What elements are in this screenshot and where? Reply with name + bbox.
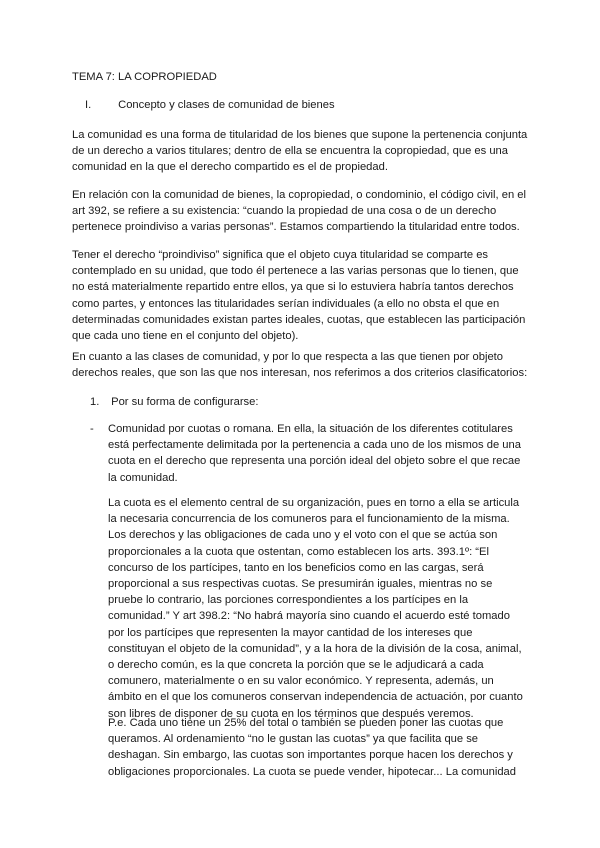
bullet-marker: - [90,423,94,435]
numbered-list-item [90,394,258,410]
paragraph: En relación con la comunidad de bienes, la copropiedad, o condominio, el código civil, en el art 392, se refiere a su existencia: “cuando la propiedad de una cosa o de un derecho pertenece proindiviso a varias personas”. Estamos compartiendo la titularidad entre todos. [72,189,527,234]
bullet-text: Comunidad por cuotas o romana. En ella, la situación de los diferentes cotitulares está perfectamente delimitada por la pertenencia a cada uno de los mismos de una cuota en el derecho que representa una porción ideal del objeto sobre el que recae la comunidad. [108,423,521,484]
section-label: Concepto y clases de comunidad de bienes [118,99,335,111]
paragraph: Tener el derecho “proindiviso” significa que el objeto cuya titularidad se comparte es contemplado en su unidad, que todo él pertenece a las varias personas que lo tienen, que no está materialmente repartido entre ellos, ya que si lo estuviera habría tantos derechos como partes, y entonces las titularidades serían individuales (a ello no obsta el que en determinadas comunidades existan partes ideales, cuotas, que establecen las participación que cada uno tiene en el conjunto del objeto). [72,249,526,343]
document-title: TEMA 7: LA COPROPIEDAD [72,71,217,83]
paragraph: La comunidad es una forma de titularidad de los bienes que supone la pertenencia conjunta de un derecho a varios titulares; dentro de ella se encuentra la copropiedad, que es una comunidad en la que el derecho compartido es el de propiedad. [72,129,528,174]
section-heading [85,97,335,113]
sub-paragraph: La cuota es el elemento central de su organización, pues en torno a ella se articula la necesaria concurrencia de los comuneros para el funcionamiento de la misma. Los derechos y las obligaciones de cada uno y el voto con el que se actúa son proporcionales a la cuota que ostentan, como establecen los arts. 393.1º: “El concurso de los partícipes, tanto en los beneficios como en las cargas, será proporcional a sus respectivas cuotas. Se presumirán iguales, mientras no se pruebe lo contrario, las porciones correspondientes a los partícipes en la comunidad.” Y art 398.2: “No habrá mayoría sino cuando el acuerdo esté tomado por los partícipes que representen la mayor cantidad de los intereses que constituyan el objeto de la comunidad”, y a la hora de la división de la cosa, animal, o derecho común, es la que concreta la porción que se le adjudicará a cada comunero, materialmente o en su valor económico. Y representa, además, un ámbito en el que los comuneros conservan independencia de actuación, por cuanto son libres de disponer de su cuota en los términos que después veremos. [108,497,523,720]
paragraph: En cuanto a las clases de comunidad, y por lo que respecta a las que tienen por objeto derechos reales, que son las que nos interesan, nos referimos a dos criterios clasificatorios: [72,351,528,380]
list-number: 1. [90,396,100,408]
section-number: I. [85,99,92,111]
list-label: Por su forma de configurarse: [111,396,259,408]
sub-paragraph: P.e. Cada uno tiene un 25% del total o también se pueden poner las cuotas que queramos. Al ordenamiento “no le gustan las cuotas” ya que facilita que se deshagan. Sin embargo, las cuotas son importantes porque hacen los derechos y obligaciones proporcionales. La cuota se puede vender, hipotecar... La comunidad [108,717,517,778]
